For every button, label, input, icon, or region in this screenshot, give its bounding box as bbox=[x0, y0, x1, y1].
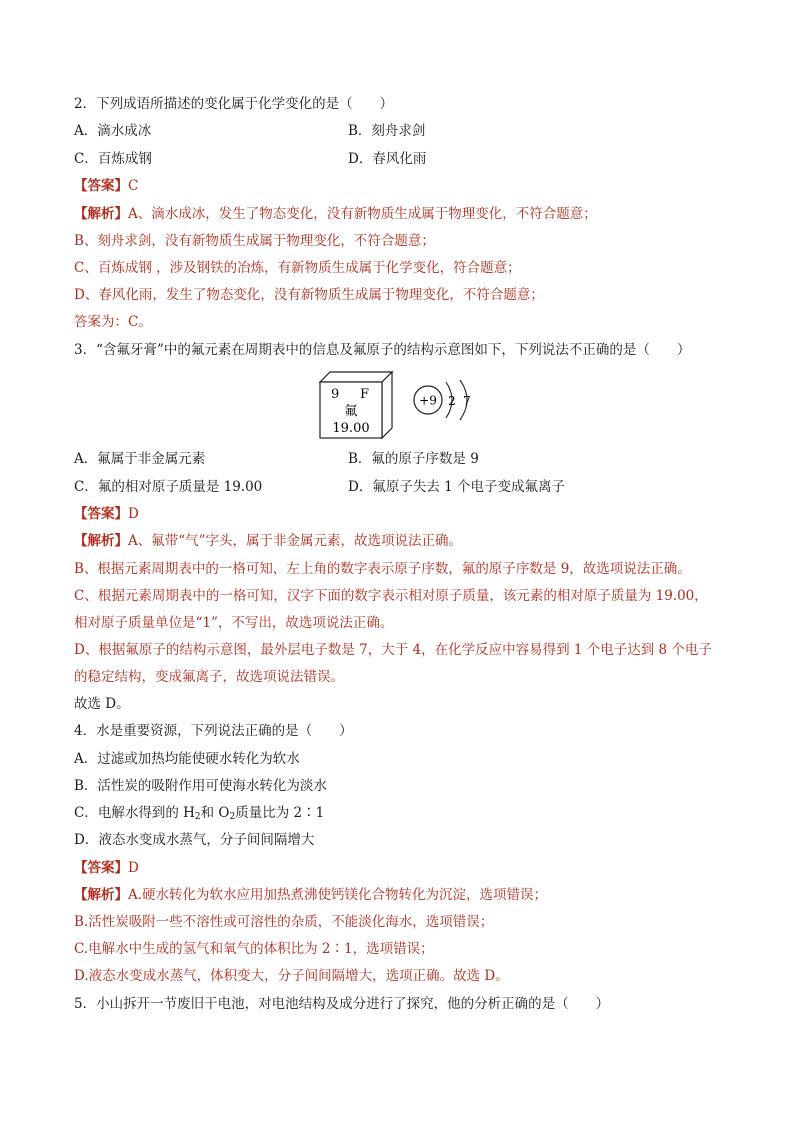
analysis-text: A、氟带“气”字头，属于非金属元素，故选项说法正确。 bbox=[128, 533, 463, 549]
q4-analysis-3: C.电解水中生成的氢气和氧气的体积比为 2∶1，选项错误； bbox=[74, 941, 434, 957]
shell-2-electrons: 7 bbox=[463, 394, 471, 408]
q4-option-c-sub2: 2 bbox=[229, 812, 236, 822]
q2-option-c: C．百炼成钢 bbox=[74, 151, 152, 167]
answer-value: D bbox=[128, 506, 139, 522]
answer-tag: 【答案】 bbox=[74, 506, 128, 522]
answer-tag: 【答案】 bbox=[74, 178, 128, 194]
q2-answer bbox=[74, 176, 138, 196]
cell-symbol: F bbox=[360, 387, 370, 402]
q4-option-b: B．活性炭的吸附作用可使海水转化为淡水 bbox=[74, 778, 327, 794]
q3-analysis-1 bbox=[74, 531, 462, 551]
q2-analysis-4: D、春风化雨，发生了物态变化，没有新物质生成属于物理变化，不符合题意； bbox=[74, 287, 544, 303]
q3-analysis-4: 相对原子质量单位是“1”，不写出，故选项说法正确。 bbox=[74, 615, 394, 631]
q3-option-d: D．氟原子失去 1 个电子变成氟离子 bbox=[348, 479, 565, 495]
q3-option-b: B．氟的原子序数是 9 bbox=[348, 451, 479, 467]
element-cell-figure bbox=[318, 370, 398, 440]
q2-option-d: D．春风化雨 bbox=[348, 151, 427, 167]
analysis-text: A.硬水转化为软水应用加热煮沸使钙镁化合物转化为沉淀，选项错误； bbox=[128, 887, 548, 903]
q2-analysis-5: 答案为：C。 bbox=[74, 314, 152, 330]
answer-value: C bbox=[128, 178, 139, 194]
answer-tag: 【答案】 bbox=[74, 860, 128, 876]
q4-option-c-mid: 和 O bbox=[200, 805, 230, 821]
q3-analysis-7: 故选 D。 bbox=[74, 696, 130, 712]
cell-atomic-number: 9 bbox=[331, 387, 340, 402]
atom-structure-figure bbox=[408, 378, 480, 422]
q4-analysis-4: D.液态水变成水蒸气，体积变大，分子间间隔增大，选项正确。故选 D。 bbox=[74, 968, 509, 984]
cell-top-face bbox=[320, 372, 392, 382]
q3-stem: 3．“含氟牙膏”中的氟元素在周期表中的信息及氟原子的结构示意图如下，下列说法不正确的是（ ） bbox=[74, 342, 691, 358]
q4-answer bbox=[74, 858, 139, 878]
q3-analysis-2: B、根据元素周期表中的一格可知，左上角的数字表示原子序数，氟的原子序数是 9，故选项说法正确。 bbox=[74, 561, 691, 577]
q4-stem: 4．水是重要资源，下列说法正确的是（ ） bbox=[74, 723, 353, 739]
q4-option-d: D．液态水变成水蒸气，分子间间隔增大 bbox=[74, 832, 315, 848]
q3-option-c: C．氟的相对原子质量是 19.00 bbox=[74, 479, 263, 495]
q3-analysis-3: C、根据元素周期表中的一格可知，汉字下面的数字表示相对原子质量，该元素的相对原子质量为 19.00， bbox=[74, 588, 708, 604]
q4-analysis-2: B.活性炭吸附一些不溶性或可溶性的杂质，不能淡化海水，选项错误； bbox=[74, 914, 494, 930]
analysis-tag: 【解析】 bbox=[74, 533, 128, 549]
q3-analysis-5: D、根据氟原子的结构示意图，最外层电子数是 7，大于 4，在化学反应中容易得到 1 个电子达到 8 个电子 bbox=[74, 642, 712, 658]
q2-option-a: A．滴水成冰 bbox=[74, 123, 152, 139]
q2-analysis-1 bbox=[74, 204, 597, 224]
cell-atomic-mass: 19.00 bbox=[332, 421, 370, 436]
analysis-tag: 【解析】 bbox=[74, 206, 128, 222]
q4-option-c-pre: C．电解水得到的 H bbox=[74, 805, 195, 821]
nucleus-charge: +9 bbox=[419, 393, 437, 408]
q4-analysis-1 bbox=[74, 885, 547, 905]
cell-element-name: 氟 bbox=[344, 404, 358, 419]
analysis-tag: 【解析】 bbox=[74, 887, 128, 903]
q3-answer bbox=[74, 504, 139, 524]
q3-option-a: A．氟属于非金属元素 bbox=[74, 451, 206, 467]
q4-option-a: A．过滤或加热均能使硬水转化为软水 bbox=[74, 751, 300, 767]
q2-option-b: B．刻舟求剑 bbox=[348, 123, 426, 139]
q5-stem: 5．小山拆开一节废旧干电池，对电池结构及成分进行了探究，他的分析正确的是（ ） bbox=[74, 996, 610, 1012]
q3-analysis-6: 的稳定结构，变成氟离子，故选项说法错误。 bbox=[74, 669, 344, 685]
shell-1-electrons: 2 bbox=[448, 394, 456, 408]
q2-stem: 2．下列成语所描述的变化属于化学变化的是（ ） bbox=[74, 96, 394, 112]
q4-option-c-post: 质量比为 2∶1 bbox=[235, 805, 325, 821]
q2-analysis-3: C、百炼成钢 ，涉及钢铁的冶炼，有新物质生成属于化学变化，符合题意； bbox=[74, 260, 521, 276]
q4-option-c bbox=[74, 803, 324, 823]
analysis-text: A、滴水成冰，发生了物态变化，没有新物质生成属于物理变化，不符合题意； bbox=[128, 206, 597, 222]
q2-analysis-2: B、刻舟求剑，没有新物质生成属于物理变化，不符合题意； bbox=[74, 233, 435, 249]
answer-value: D bbox=[128, 860, 139, 876]
cell-side-face bbox=[382, 372, 392, 438]
q4-option-c-sub1: 2 bbox=[194, 812, 201, 822]
